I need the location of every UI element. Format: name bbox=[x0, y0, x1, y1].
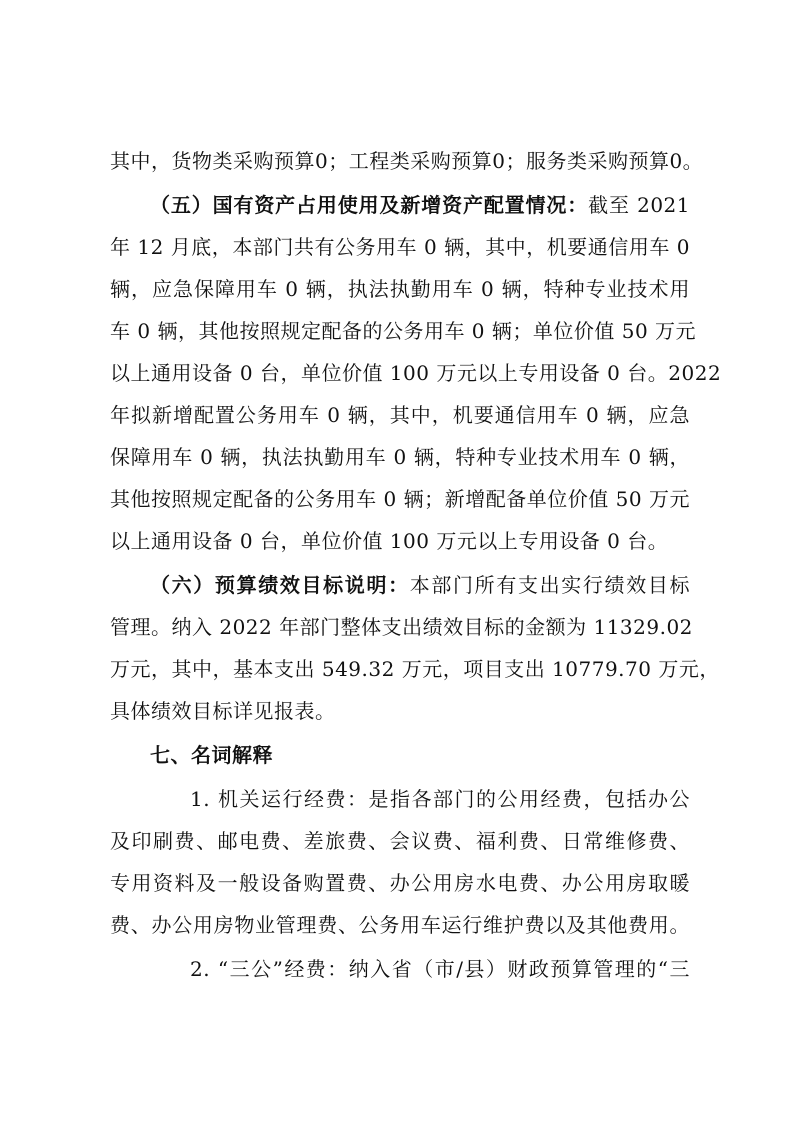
term-2-line-1: 2. “三公”经费：纳入省（市/县）财政预算管理的“三 bbox=[190, 957, 690, 981]
section-5-line-8: 其他按照规定配备的公务用车 0 辆；新增配备单位价值 50 万元 bbox=[110, 487, 690, 511]
term-1-line-2: 及印刷费、邮电费、差旅费、会议费、福利费、日常维修费、 bbox=[110, 829, 690, 853]
section-5-line-1 bbox=[150, 190, 690, 220]
para-procurement-line: 其中，货物类采购预算0；工程类采购预算0；服务类采购预算0。 bbox=[110, 149, 704, 173]
section-6-line-2: 管理。纳入 2022 年部门整体支出绩效目标的金额为 11329.02 bbox=[110, 615, 693, 639]
section-5-line-4: 车 0 辆，其他按照规定配备的公务用车 0 辆；单位价值 50 万元 bbox=[110, 319, 697, 343]
section-6-heading: （六）预算绩效目标说明： bbox=[150, 573, 410, 597]
section-6-line-1 bbox=[150, 570, 690, 600]
section-7-heading: 七、名词解释 bbox=[150, 743, 273, 767]
term-1-line-4: 费、办公用房物业管理费、公务用车运行维护费以及其他费用。 bbox=[110, 913, 690, 937]
section-6-line-4: 具体绩效目标详见报表。 bbox=[110, 699, 336, 723]
section-5-line-9: 以上通用设备 0 台，单位价值 100 万元以上专用设备 0 台。 bbox=[110, 529, 669, 553]
section-5-line-3: 辆，应急保障用车 0 辆，执法执勤用车 0 辆，特种专业技术用 bbox=[110, 277, 690, 301]
section-5-line-7: 保障用车 0 辆，执法执勤用车 0 辆，特种专业技术用车 0 辆， bbox=[110, 445, 690, 469]
term-1-line-1: 1. 机关运行经费：是指各部门的公用经费，包括办公 bbox=[190, 787, 690, 811]
section-5-line-2: 年 12 月底，本部门共有公务用车 0 辆，其中，机要通信用车 0 bbox=[110, 235, 690, 259]
section-5-heading: （五）国有资产占用使用及新增资产配置情况： bbox=[150, 193, 589, 217]
term-1-line-3: 专用资料及一般设备购置费、办公用房水电费、办公用房取暖 bbox=[110, 871, 690, 895]
section-5-text-start: 截至 2021 bbox=[588, 193, 691, 217]
section-6-line-3: 万元，其中，基本支出 549.32 万元，项目支出 10779.70 万元， bbox=[110, 657, 720, 681]
section-5-line-6: 年拟新增配置公务用车 0 辆，其中，机要通信用车 0 辆，应急 bbox=[110, 403, 690, 427]
section-6-text-start: 本部门所有支出实行绩效目标 bbox=[409, 573, 690, 597]
section-5-line-5: 以上通用设备 0 台，单位价值 100 万元以上专用设备 0 台。2022 bbox=[110, 361, 722, 385]
